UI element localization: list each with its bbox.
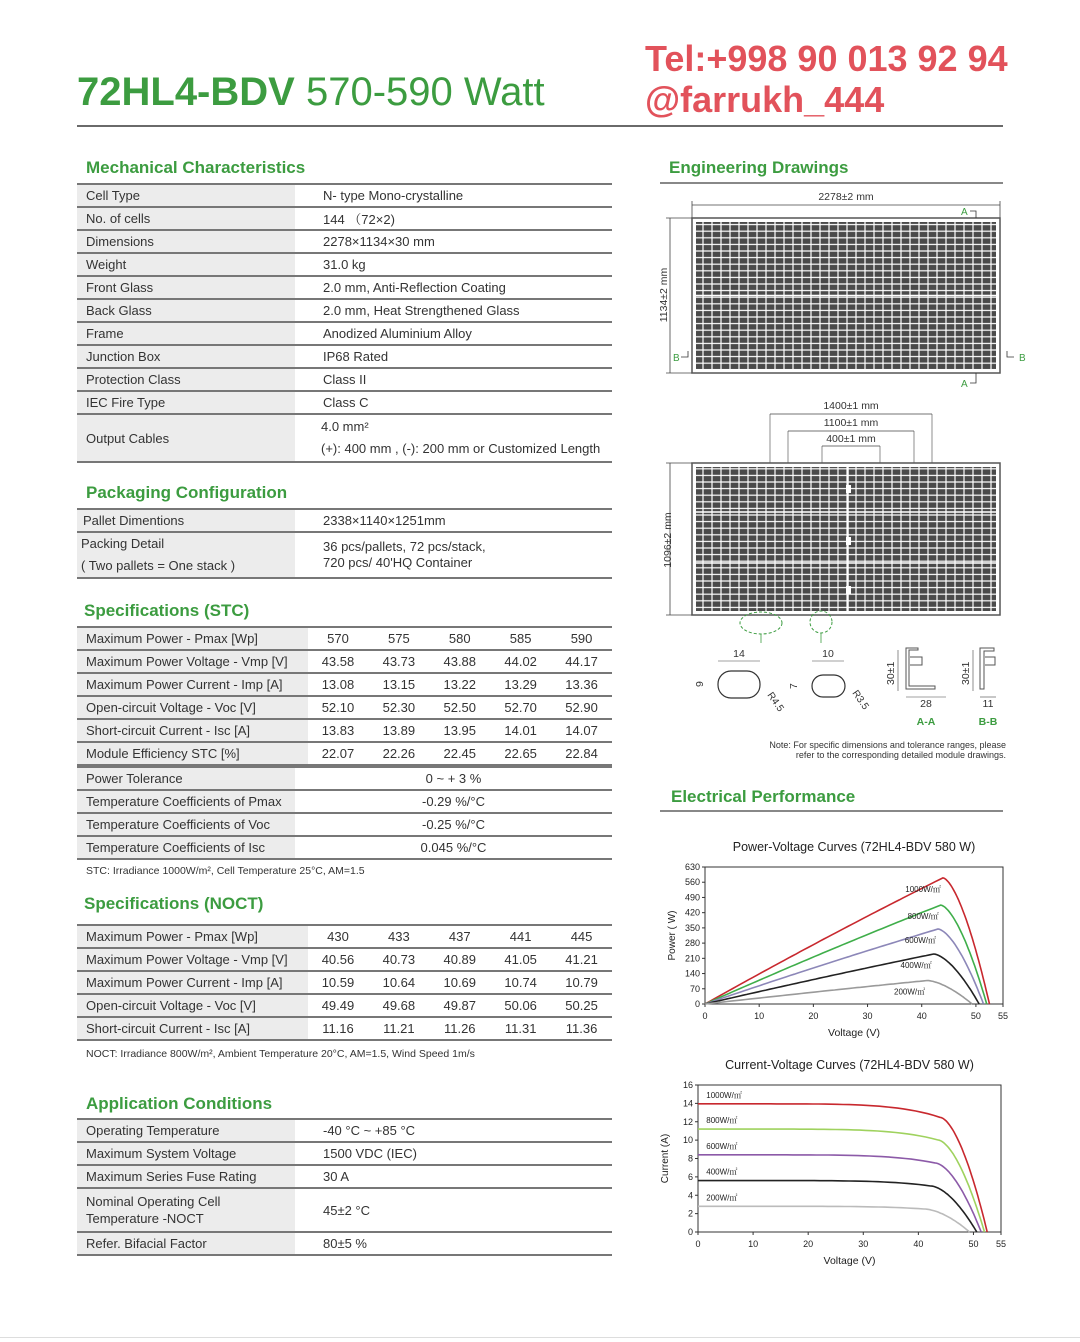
spec-value: 144 （72×2) [295,207,612,230]
marker-a-top: A [961,207,968,218]
spec-value: 52.30 [368,696,429,719]
y-tick-label: 14 [682,1098,693,1109]
spec-value: 585 [490,627,551,650]
spec-value: 50.25 [551,994,612,1017]
series-label: 600W/㎡ [904,935,936,945]
spec-value: 13.29 [490,673,551,696]
header-divider [77,125,1003,127]
spec-key: IEC Fire Type [77,391,295,414]
y-tick-label: 2 [687,1208,693,1219]
spec-value: 13.89 [368,719,429,742]
output-cables-size: 4.0 mm² [321,419,369,434]
spec-key: Maximum Power Current - Imp [A] [77,673,308,696]
x-tick-label: 30 [862,1011,873,1021]
x-tick-label: 10 [748,1239,759,1249]
spec-key: Maximum Power Current - Imp [A] [77,971,308,994]
spec-value: 14.01 [490,719,551,742]
spec-key: Temperature Coefficients of Isc [77,836,295,859]
x-tick-label: 0 [702,1011,708,1021]
table-row [77,767,612,790]
spec-value: 49.68 [368,994,429,1017]
spec-value: 11.16 [308,1017,369,1040]
spec-value: -0.25 %/°C [295,813,612,836]
spec-value: 49.87 [429,994,490,1017]
application-heading: Application Conditions [86,1094,273,1113]
spec-value: Class II [295,368,612,391]
x-tick-label: 55 [995,1239,1007,1249]
page-title [77,66,545,118]
pallet-value: 2338×1140×1251mm [295,509,612,532]
y-tick-label: 490 [684,892,700,903]
hole1-radius: R4.5 [764,690,786,715]
spec-value: 430 [308,925,369,948]
table-row [77,948,612,971]
packing-detail-line2: 720 pcs/ 40'HQ Container [323,555,473,570]
application-table [77,1118,612,1256]
table-row [77,1142,612,1165]
y-tick-label: 140 [684,968,700,979]
section-aa-label: A-A [916,716,936,728]
table-row [77,650,612,673]
spec-key: Open-circuit Voltage - Voc [V] [77,696,308,719]
series-label: 200W/㎡ [706,1193,738,1203]
y-axis-label: Current (A) [660,1133,671,1184]
spec-value: 575 [368,627,429,650]
series-label: 400W/㎡ [900,960,932,970]
contact-handle: @farrukh_444 [645,79,885,120]
series-label: 800W/㎡ [907,912,939,922]
spec-value: 0 ~ + 3 % [295,767,612,790]
stc-coefficients-table [77,766,612,860]
y-tick-label: 10 [682,1135,693,1146]
table-row [77,253,612,276]
noct-temp-label-line1: Nominal Operating Cell [86,1194,221,1209]
marker-b-right: B [1019,353,1026,364]
spec-key: Maximum System Voltage [77,1142,295,1165]
spec-value: 40.56 [308,948,369,971]
x-tick-label: 20 [808,1011,819,1021]
spec-value: 40.73 [368,948,429,971]
spec-value: 52.70 [490,696,551,719]
page-bottom-rule [0,1337,1080,1338]
x-tick-label: 55 [997,1011,1009,1021]
dim-1400: 1400±1 mm [823,400,879,412]
spec-value: 41.05 [490,948,551,971]
y-tick-label: 16 [682,1080,693,1090]
table-row [77,276,612,299]
series-label: 400W/㎡ [706,1167,738,1177]
x-tick-label: 10 [754,1011,765,1021]
drawing-note-line1: Note: For specific dimensions and tolerance ranges, please [769,740,1006,750]
spec-key: Operating Temperature [77,1119,295,1142]
y-tick-label: 280 [684,938,700,949]
y-axis-label: Power ( W) [667,910,678,961]
packing-detail-label: Packing Detail [81,536,165,551]
back-view [662,400,1000,643]
frame-sections [885,648,998,728]
spec-value: 445 [551,925,612,948]
spec-value: 10.69 [429,971,490,994]
spec-value: 22.65 [490,742,551,765]
y-tick-label: 0 [694,999,700,1009]
spec-value: 41.21 [551,948,612,971]
frame-aa-height: 30±1 [885,661,897,685]
series-label: 800W/㎡ [706,1116,738,1126]
noct-heading: Specifications (NOCT) [84,894,264,913]
dim-400: 400±1 mm [826,433,876,445]
spec-key: Maximum Series Fuse Rating [77,1165,295,1188]
table-row [77,1188,612,1232]
y-tick-label: 630 [684,862,700,872]
spec-value: 30 A [295,1165,612,1188]
hole-details [694,648,871,714]
packaging-heading: Packaging Configuration [86,483,288,502]
spec-key: Maximum Power - Pmax [Wp] [77,627,308,650]
spec-key: Module Efficiency STC [%] [77,742,308,765]
spec-value: 580 [429,627,490,650]
spec-key: Maximum Power Voltage - Vmp [V] [77,650,308,673]
spec-key: Short-circuit Current - Isc [A] [77,719,308,742]
spec-value: -0.29 %/°C [295,790,612,813]
dim-height: 1134±2 mm [658,267,670,323]
spec-key: Back Glass [77,299,295,322]
y-tick-label: 12 [682,1116,693,1127]
spec-value: 2278×1134×30 mm [295,230,612,253]
table-row [77,994,612,1017]
series-line [698,1206,970,1232]
noct-temp-key [77,1188,295,1232]
spec-value: 13.83 [308,719,369,742]
y-tick-label: 8 [687,1153,693,1164]
table-row [77,322,612,345]
series-line [705,981,972,1005]
spec-key: Temperature Coefficients of Voc [77,813,295,836]
spec-value: 22.84 [551,742,612,765]
spec-value: 22.26 [368,742,429,765]
spec-value: 433 [368,925,429,948]
power-range: 570-590 Watt [305,70,545,114]
spec-key: Temperature Coefficients of Pmax [77,790,295,813]
hole1-width: 14 [733,648,745,660]
spec-value: 441 [490,925,551,948]
y-tick-label: 6 [687,1171,693,1182]
table-row [77,719,612,742]
spec-value: 52.90 [551,696,612,719]
y-tick-label: 0 [687,1227,693,1237]
spec-value: 13.22 [429,673,490,696]
spec-value: 11.21 [368,1017,429,1040]
spec-value: 0.045 %/°C [295,836,612,859]
pallet-key: Pallet Dimentions [77,509,295,532]
table-row [77,509,612,532]
spec-value: 52.50 [429,696,490,719]
table-row [77,627,612,650]
chart-title: Power-Voltage Curves (72HL4-BDV 580 W) [732,840,976,854]
spec-value: 13.95 [429,719,490,742]
spec-key: No. of cells [77,207,295,230]
table-row [77,673,612,696]
current-voltage-chart [650,1055,1030,1275]
spec-value: 2.0 mm, Heat Strengthened Glass [295,299,612,322]
spec-value: 49.49 [308,994,369,1017]
y-tick-label: 70 [689,983,700,994]
x-tick-label: 50 [968,1239,979,1249]
chart-title: Current-Voltage Curves (72HL4-BDV 580 W) [725,1058,974,1072]
series-line [698,1155,981,1232]
spec-value: 1500 VDC (IEC) [295,1142,612,1165]
contact-block [645,38,1008,120]
marker-a-bottom: A [961,379,968,390]
y-tick-label: 350 [684,922,700,933]
hole2-width: 10 [822,648,834,660]
output-cables-length: (+): 400 mm , (-): 200 mm or Customized Length [321,441,601,456]
noct-table [77,924,612,1041]
frame-bb-width: 11 [982,698,994,710]
packing-detail-key [77,532,295,578]
spec-value: 43.58 [308,650,369,673]
frame-aa-width: 28 [920,698,932,710]
hole2-height: 7 [788,683,800,689]
series-label: 200W/㎡ [894,987,926,997]
packing-detail-value [295,532,612,578]
spec-value: 50.06 [490,994,551,1017]
stc-heading: Specifications (STC) [84,601,250,620]
spec-value: Anodized Aluminium Alloy [295,322,612,345]
spec-value: 13.36 [551,673,612,696]
table-row [77,1119,612,1142]
spec-value: 2.0 mm, Anti-Reflection Coating [295,276,612,299]
spec-value: 11.31 [490,1017,551,1040]
power-voltage-chart [650,835,1030,1050]
spec-value: 22.45 [429,742,490,765]
contact-phone: Tel:+998 90 013 92 94 [645,38,1008,79]
spec-value: 52.10 [308,696,369,719]
electrical-heading: Electrical Performance [671,787,856,806]
table-row [77,368,612,391]
drawing-note-line2: refer to the corresponding detailed module drawings. [795,750,1006,760]
dim-1100: 1100±1 mm [823,417,879,429]
series-line [705,954,979,1004]
noct-temp-label-line2: Temperature -NOCT [86,1211,204,1226]
spec-value: IP68 Rated [295,345,612,368]
spec-value: 40.89 [429,948,490,971]
x-tick-label: 0 [695,1239,701,1249]
bifacial-key: Refer. Bifacial Factor [77,1232,295,1255]
spec-key: Maximum Power Voltage - Vmp [V] [77,948,308,971]
spec-value: 13.08 [308,673,369,696]
section-bb-label: B-B [978,716,998,728]
x-axis-label: Voltage (V) [828,1027,880,1039]
spec-value: N- type Mono-crystalline [295,184,612,207]
y-tick-label: 4 [687,1190,693,1201]
model-name: 72HL4-BDV [77,70,295,114]
table-row [77,299,612,322]
engineering-drawing [640,185,1040,770]
marker-b-left: B [673,353,680,364]
spec-key: Maximum Power - Pmax [Wp] [77,925,308,948]
spec-value: 44.02 [490,650,551,673]
mechanical-table [77,183,612,463]
series-line [705,929,984,1004]
series-label: 600W/㎡ [706,1141,738,1151]
spec-value: 22.07 [308,742,369,765]
x-tick-label: 30 [858,1239,869,1249]
electrical-divider [660,810,1003,812]
engineering-heading: Engineering Drawings [669,158,849,177]
plot-area [705,867,1003,1004]
x-tick-label: 20 [803,1239,814,1249]
spec-value: 570 [308,627,369,650]
engineering-divider [660,182,1003,184]
spec-value: 31.0 kg [295,253,612,276]
x-axis-label: Voltage (V) [823,1255,876,1267]
spec-value: 14.07 [551,719,612,742]
series-label: 1000W/㎡ [905,884,941,894]
table-row [77,391,612,414]
spec-value: 10.59 [308,971,369,994]
spec-key: Weight [77,253,295,276]
spec-value: -40 °C ~ +85 °C [295,1119,612,1142]
stc-table [77,626,612,766]
front-view [658,191,1026,390]
stc-note: STC: Irradiance 1000W/m², Cell Temperature 25°C, AM=1.5 [86,865,365,877]
series-label: 1000W/㎡ [706,1090,742,1100]
table-row [77,230,612,253]
spec-value: 590 [551,627,612,650]
spec-value: 11.36 [551,1017,612,1040]
spec-key: Cell Type [77,184,295,207]
hole1-height: 9 [694,681,706,687]
spec-value: 44.17 [551,650,612,673]
spec-value: 13.15 [368,673,429,696]
table-row [77,532,612,578]
spec-key: Power Tolerance [77,767,295,790]
spec-value: 43.88 [429,650,490,673]
y-tick-label: 210 [684,953,700,964]
x-tick-label: 40 [916,1011,927,1021]
noct-note: NOCT: Irradiance 800W/m², Ambient Temperature 20°C, AM=1.5, Wind Speed 1m/s [86,1048,475,1060]
output-cables-key: Output Cables [77,414,295,462]
table-row [77,971,612,994]
table-row [77,345,612,368]
table-row [77,836,612,859]
table-row [77,925,612,948]
spec-key: Open-circuit Voltage - Voc [V] [77,994,308,1017]
dim-height-back: 1096±2 mm [662,512,674,568]
hole2-radius: R3.5 [849,688,871,713]
table-row [77,1165,612,1188]
output-cables-value [295,414,612,462]
spec-key: Short-circuit Current - Isc [A] [77,1017,308,1040]
x-tick-label: 50 [970,1011,981,1021]
spec-key: Protection Class [77,368,295,391]
spec-key: Dimensions [77,230,295,253]
noct-temp-value: 45±2 °C [295,1188,612,1232]
mechanical-heading: Mechanical Characteristics [86,158,306,177]
table-row [77,696,612,719]
frame-bb-height: 30±1 [960,661,972,685]
packaging-table [77,508,612,579]
packing-detail-sub: ( Two pallets = One stack ) [81,558,236,573]
table-row [77,813,612,836]
table-row [77,742,612,765]
table-row [77,790,612,813]
spec-key: Junction Box [77,345,295,368]
table-row [77,1017,612,1040]
dim-width: 2278±2 mm [818,191,874,203]
spec-value: 10.79 [551,971,612,994]
spec-value: Class C [295,391,612,414]
table-row [77,207,612,230]
spec-value: 10.64 [368,971,429,994]
spec-key: Front Glass [77,276,295,299]
spec-value: 11.26 [429,1017,490,1040]
spec-value: 10.74 [490,971,551,994]
table-row [77,1232,612,1255]
x-tick-label: 40 [913,1239,924,1249]
spec-value: 43.73 [368,650,429,673]
spec-value: 437 [429,925,490,948]
table-row [77,414,612,462]
y-tick-label: 560 [684,877,700,888]
y-tick-label: 420 [684,907,700,918]
spec-key: Frame [77,322,295,345]
packing-detail-line1: 36 pcs/pallets, 72 pcs/stack, [323,539,486,554]
bifacial-value: 80±5 % [295,1232,612,1255]
table-row [77,184,612,207]
